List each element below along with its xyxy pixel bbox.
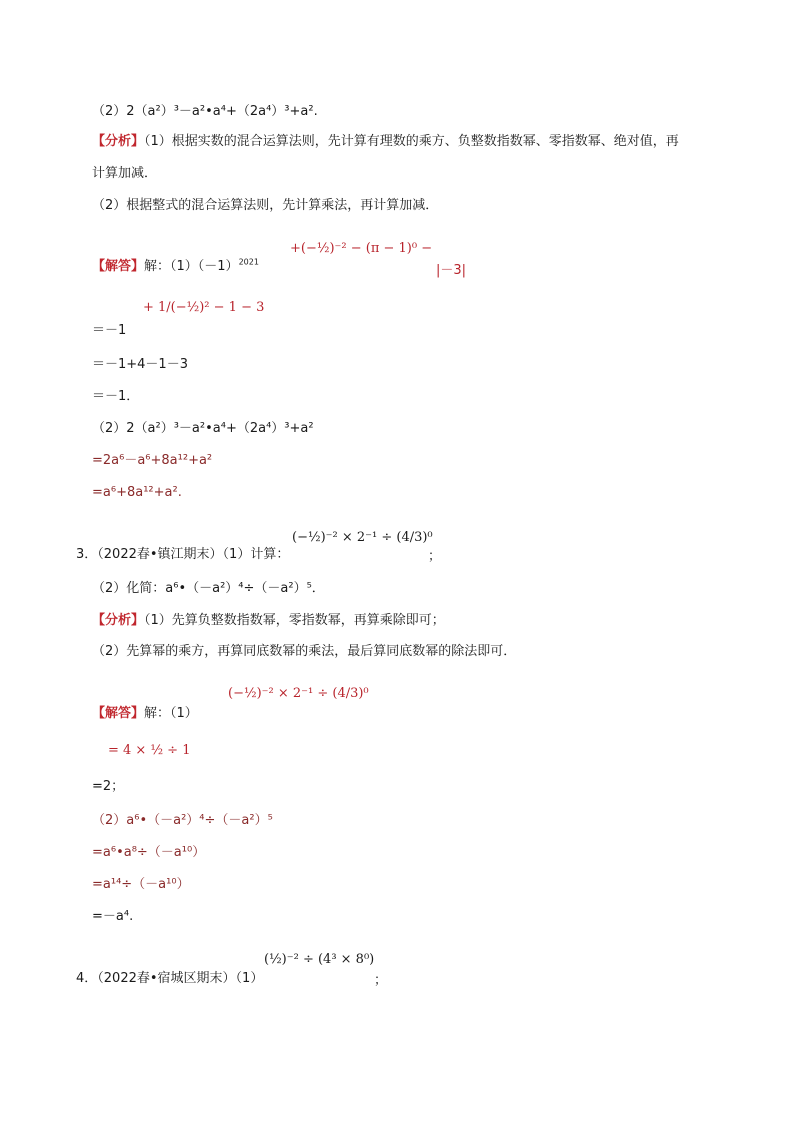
analysis-label: 【分析】	[92, 134, 145, 149]
q3-expression: (−½)⁻² × 2⁻¹ ÷ (4/3)⁰	[292, 530, 433, 545]
q3-analysis-label: 【分析】	[92, 613, 145, 628]
q3-answer-label: 【解答】	[92, 706, 145, 721]
sol-a-p2-s2: =a⁶+8a¹²+a².	[92, 485, 182, 500]
q3-analysis-1: （1）先算负整数指数幂，零指数幂，再算乘除即可；	[144, 613, 445, 628]
q3-p2-s1: =a⁶•a⁸÷（－a¹⁰）	[92, 845, 206, 860]
q4-line	[76, 970, 263, 988]
sol-a-step1-lead: ＝－1	[92, 323, 127, 338]
q3-number: 3．	[76, 547, 98, 562]
q3-source: （2022春•镇江期末）	[97, 547, 223, 562]
sol-a-step3: ＝－1．	[92, 389, 140, 404]
q4-expression: (½)⁻² ÷ (4³ × 8⁰)	[264, 952, 375, 967]
analysis-1b: 计算加减．	[92, 166, 158, 181]
q3-p2-head: （2）a⁶•（－a²）⁴÷（－a²）⁵	[92, 813, 273, 828]
q3-end: ；	[428, 549, 442, 564]
q3-analysis-1-line	[92, 612, 445, 630]
answer-line-1	[92, 258, 259, 276]
sol-a-step2: ＝－1+4－1－3	[92, 357, 188, 372]
q3-line	[76, 546, 289, 564]
q4-end: ；	[374, 973, 388, 988]
answer-prefix-1: 解：（1）（－1）	[144, 259, 239, 274]
q3-answer-line	[92, 705, 198, 723]
q3-answer-prefix: 解：（1）	[144, 706, 198, 721]
analysis-line-1	[92, 133, 679, 151]
abs-value: |－3|	[436, 263, 467, 278]
q3-step2: =2；	[92, 779, 125, 794]
answer-1-expr: +(−½)⁻² − (π − 1)⁰ −	[290, 241, 433, 256]
analysis-2: （2）根据整式的混合运算法则，先计算乘法，再计算加减．	[92, 198, 439, 213]
q3-analysis-2: （2）先算幂的乘方，再算同底数幂的乘法，最后算同底数幂的除法即可．	[92, 644, 517, 659]
analysis-1a: （1）根据实数的混合运算法则，先计算有理数的乘方、负整数指数幂、零指数幂、绝对值，再	[144, 134, 679, 149]
q4-source: （2022春•宿城区期末）	[97, 971, 236, 986]
q3-step1: = 4 × ½ ÷ 1	[108, 743, 191, 758]
q4-number: 4．	[76, 971, 98, 986]
q3-part2: （2）化简：a⁶•（－a²）⁴÷（－a²）⁵．	[92, 581, 325, 596]
q4-part1: （1）	[235, 971, 264, 986]
answer-label: 【解答】	[92, 259, 145, 274]
q3-part1: （1）计算：	[222, 547, 290, 562]
q3-p2-s2: =a¹⁴÷（－a¹⁰）	[92, 877, 190, 892]
q3-answer-expr: (−½)⁻² × 2⁻¹ ÷ (4/3)⁰	[228, 686, 369, 701]
sol-a-p2-head: （2）2（a²）³－a²•a⁴+（2a⁴）³+a²	[92, 421, 314, 436]
answer-exponent: 2021	[238, 257, 259, 267]
q2-problem: （2）2（a²）³－a²•a⁴+（2a⁴）³+a².	[92, 104, 318, 119]
q3-p2-s3: =－a⁴.	[92, 909, 134, 924]
sol-a-step1-expr: + 1/(−½)² − 1 − 3	[143, 300, 265, 315]
sol-a-p2-s1: =2a⁶－a⁶+8a¹²+a²	[92, 453, 213, 468]
